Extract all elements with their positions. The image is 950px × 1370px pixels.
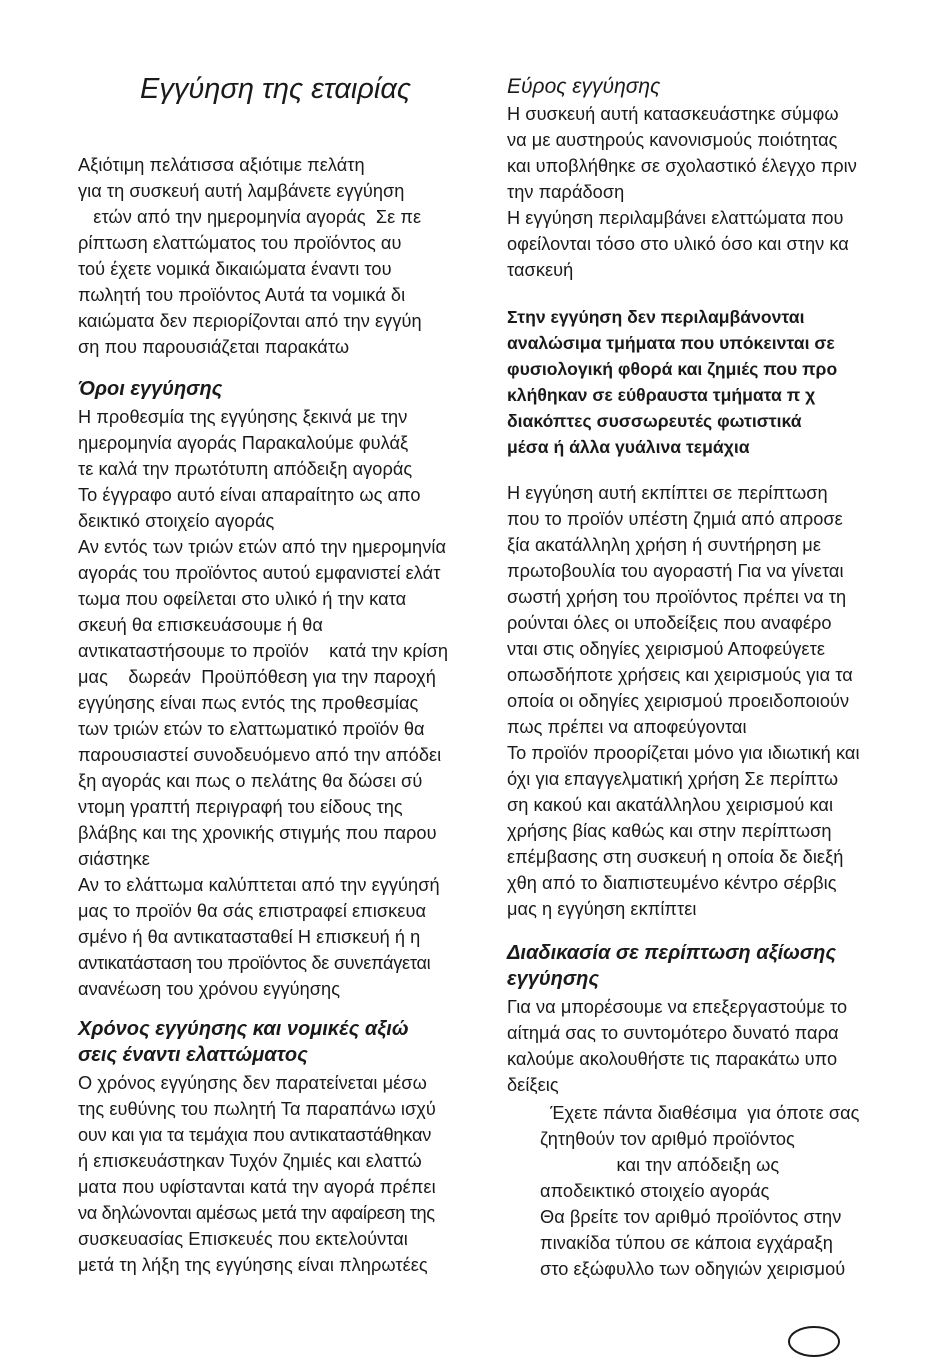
text-line: της ευθύνης του πωλητή Τα παραπάνω ισχύ [78, 1099, 436, 1119]
text-line: να δηλώνονται αμέσως μετά την αφαίρεση της [78, 1203, 435, 1223]
text-line: Αν το ελάττωμα καλύπτεται από την εγγύησή [78, 875, 440, 895]
text-line: βλάβης και της χρονικής στιγμής που παρου [78, 823, 437, 843]
text-line: επέμβασης στη συσκευή η οποία δε διεξή [507, 847, 844, 867]
list-item: πινακίδα τύπου σε κάποια εγχάραξη [540, 1233, 833, 1253]
text-line: και υποβλήθηκε σε σχολαστικό έλεγχο πριν [507, 156, 857, 176]
text-line: ρούνται όλες οι υποδείξεις που αναφέρο [507, 613, 832, 633]
list-item: αποδεικτικό στοιχείο αγοράς [540, 1181, 770, 1201]
text-line: φυσιολογική φθορά και ζημιές που προ [507, 359, 838, 379]
text-line: διακόπτες συσσωρευτές φωτιστικά [507, 411, 802, 431]
text-line: παρουσιαστεί συνοδευόμενο από την απόδει [78, 745, 442, 765]
text-line: ση κακού και ακατάλληλου χειρισμού και [507, 795, 834, 815]
text-line: ουν και για τα τεμάχια που αντικαταστάθηκαν [78, 1125, 432, 1145]
text-line: μέσα ή άλλα γυάλινα τεμάχια [507, 437, 750, 457]
text-line: συσκευασίας Επισκευές που εκτελούνται [78, 1229, 408, 1249]
text-line: αντικατάσταση του προϊόντος δε συνεπάγεται [78, 953, 431, 973]
text-line: τού έχετε νομικά δικαιώματα έναντι του [78, 259, 392, 279]
text-line: Στην εγγύηση δεν περιλαμβάνονται [507, 307, 805, 327]
text-line: τε καλά την πρωτότυπη απόδειξη αγοράς [78, 459, 413, 479]
heading-line: εγγύησης [507, 968, 599, 990]
text-line: πωλητή του προϊόντος Αυτά τα νομικά δι [78, 285, 406, 305]
text-line: ματα που υφίστανται κατά την αγορά πρέπει [78, 1177, 436, 1197]
text-line: ετών από την ημερομηνία αγοράς Σε πε [78, 207, 422, 227]
text-line: οποία οι οδηγίες χειρισμού προειδοποιούν [507, 691, 850, 711]
text-line: Αν εντός των τριών ετών από την ημερομηνία [78, 537, 447, 557]
text-line: για τη συσκευή αυτή λαμβάνετε εγγύηση [78, 181, 405, 201]
text-line: των τριών ετών το ελαττωματικό προϊόν θα [78, 719, 425, 739]
text-line: κλήθηκαν σε εύθραυστα τμήματα π χ [507, 385, 816, 405]
text-line: να με αυστηρούς κανονισμούς ποιότητας [507, 130, 838, 150]
text-line: δείξεις [507, 1075, 559, 1095]
page-title: Εγγύηση της εταιρίας [140, 73, 411, 105]
text-line: σκευή θα επισκευάσουμε ή θα [78, 615, 323, 635]
heading-line: Διαδικασία σε περίπτωση αξίωσης [507, 942, 836, 964]
text-line: ή επισκευάστηκαν Τυχόν ζημιές και ελαττώ [78, 1151, 422, 1171]
text-line: μας δωρεάν Προϋπόθεση για την παροχή [78, 667, 436, 687]
list-item: και την απόδειξη ως [540, 1155, 780, 1175]
list-item: στο εξώφυλλο των οδηγιών χειρισμού [540, 1259, 846, 1279]
list-item: Έχετε πάντα διαθέσιμα για όποτε σας [540, 1103, 860, 1123]
scope-heading: Εύρος εγγύησης [507, 75, 661, 98]
text-line: Το προϊόν προορίζεται μόνο για ιδιωτική και [507, 743, 860, 763]
terms-heading: Όροι εγγύησης [78, 378, 223, 400]
text-line: χρήσης βίας καθώς και στην περίπτωση [507, 821, 832, 841]
text-line: καλούμε ακολουθήστε τις παρακάτω υπο [507, 1049, 838, 1069]
text-line: ντομη γραπτή περιγραφή του είδους της [78, 797, 403, 817]
text-line: Το έγγραφο αυτό είναι απαραίτητο ως απο [78, 485, 421, 505]
text-line: Ο χρόνος εγγύησης δεν παρατείνεται μέσω [78, 1073, 427, 1093]
text-line: την παράδοση [507, 182, 625, 202]
text-line: αγοράς του προϊόντος αυτού εμφανιστεί ελάτ [78, 563, 441, 583]
text-line: ξη αγοράς και πως ο πελάτης θα δώσει σύ [78, 771, 423, 791]
page-number-oval [788, 1326, 840, 1357]
heading-line: Χρόνος εγγύησης και νομικές αξιώ [78, 1018, 409, 1040]
text-line: μετά τη λήξη της εγγύησης είναι πληρωτέες [78, 1255, 428, 1275]
text-line: όχι για επαγγελματική χρήση Σε περίπτω [507, 769, 839, 789]
text-line: αντικαταστήσουμε το προϊόν κατά την κρίση [78, 641, 449, 661]
text-line: Η εγγύηση αυτή εκπίπτει σε περίπτωση [507, 483, 828, 503]
text-line: τασκευή [507, 260, 574, 280]
text-line: καιώματα δεν περιορίζονται από την εγγύη [78, 311, 422, 331]
text-line: ση που παρουσιάζεται παρακάτω [78, 337, 350, 357]
text-line: οφείλονται τόσο στο υλικό όσο και στην κα [507, 234, 849, 254]
text-line: πρωτοβουλία του αγοραστή Για να γίνεται [507, 561, 844, 581]
text-line: σμένο ή θα αντικατασταθεί Η επισκευή ή η [78, 927, 421, 947]
text-line: αναλώσιμα τμήματα που υπόκεινται σε [507, 333, 835, 353]
text-line: εγγύησης είναι πως εντός της προθεσμίας [78, 693, 419, 713]
heading-line: σεις έναντι ελαττώματος [78, 1044, 308, 1066]
text-line: ημερομηνία αγοράς Παρακαλούμε φυλάξ [78, 433, 409, 453]
text-line: δεικτικό στοιχείο αγοράς [78, 511, 275, 531]
text-line: χθη από το διαπιστευμένο κέντρο σέρβις [507, 873, 837, 893]
list-item: ζητηθούν τον αριθμό προϊόντος [540, 1129, 795, 1149]
text-line: μας το προϊόν θα σάς επιστραφεί επισκευα [78, 901, 427, 921]
text-line: Η συσκευή αυτή κατασκευάστηκε σύμφω [507, 104, 839, 124]
text-line: τωμα που οφείλεται στο υλικό ή την κατα [78, 589, 407, 609]
text-line: νται στις οδηγίες χειρισμού Αποφεύγετε [507, 639, 825, 659]
text-line: ανανέωση του χρόνου εγγύησης [78, 979, 341, 999]
text-line: που το προϊόν υπέστη ζημιά από απροσε [507, 509, 843, 529]
text-line: σιάστηκε [78, 849, 150, 869]
text-line: Αξιότιμη πελάτισσα αξιότιμε πελάτη [78, 155, 365, 175]
text-line: ρίπτωση ελαττώματος του προϊόντος αυ [78, 233, 402, 253]
text-line: Η εγγύηση περιλαμβάνει ελαττώματα που [507, 208, 844, 228]
text-line: αίτημά σας το συντομότερο δυνατό παρα [507, 1023, 839, 1043]
text-line: μας η εγγύηση εκπίπτει [507, 899, 697, 919]
text-line: σωστή χρήση του προϊόντος πρέπει να τη [507, 587, 847, 607]
text-line: Η προθεσμία της εγγύησης ξεκινά με την [78, 407, 408, 427]
text-line: Για να μπορέσουμε να επεξεργαστούμε το [507, 997, 848, 1017]
text-line: ξία ακατάλληλη χρήση ή συντήρηση με [507, 535, 821, 555]
list-item: Θα βρείτε τον αριθμό προϊόντος στην [540, 1207, 842, 1227]
text-line: πως πρέπει να αποφεύγονται [507, 717, 747, 737]
text-line: οπωσδήποτε χρήσεις και χειρισμούς για τα [507, 665, 853, 685]
